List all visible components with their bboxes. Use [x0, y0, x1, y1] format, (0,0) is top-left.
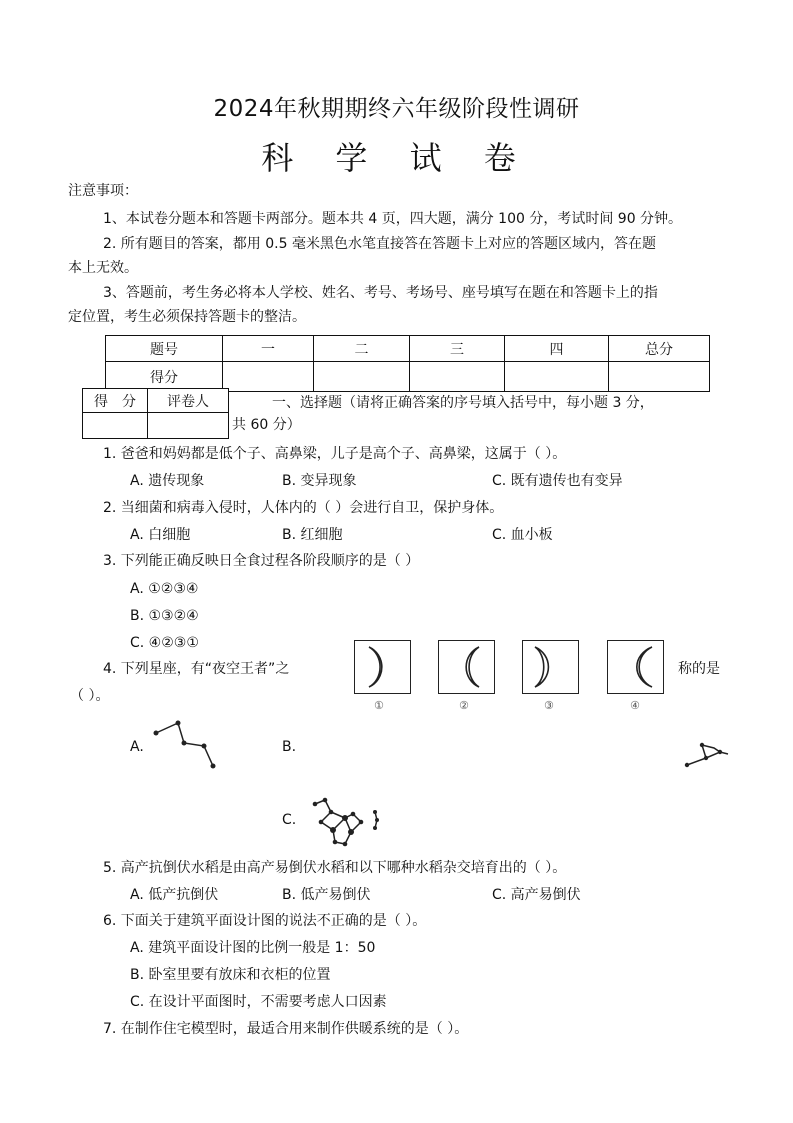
q2-option-c[interactable]: C. 血小板	[492, 527, 553, 543]
eclipse-label: ③	[544, 699, 554, 712]
constellation-a-icon[interactable]	[152, 715, 222, 773]
q4-option-c[interactable]: C.	[282, 812, 297, 828]
q7-stem: 7. 在制作住宅模型时，最适合用来制作供暖系统的是（ ）。	[103, 1021, 469, 1037]
q6-option-c[interactable]: C. 在设计平面图时，不需要考虑人口因素	[130, 994, 387, 1010]
q4-option-b[interactable]: B.	[282, 739, 297, 755]
q3-option-a[interactable]: A. ①②③④	[130, 581, 199, 597]
notice-item-1: 1、本试卷分题本和答题卡两部分。题本共 4 页，四大题，满分 100 分，考试时间 90 分钟。	[103, 211, 683, 227]
score-row-label: 得分	[106, 362, 223, 392]
q5-option-a[interactable]: A. 低产抗倒伏	[130, 887, 219, 903]
score-cell[interactable]	[223, 362, 314, 392]
q2-stem: 2. 当细菌和病毒入侵时，人体内的（ ）会进行自卫，保护身体。	[103, 500, 504, 516]
grader-score-cell[interactable]	[83, 413, 148, 439]
eclipse-label: ④	[630, 699, 640, 712]
notice-item-3-line2: 定位置，考生必须保持答题卡的整洁。	[68, 309, 306, 325]
grader-name-cell[interactable]	[148, 413, 229, 439]
crescent-moon-icon	[439, 641, 494, 693]
q3-stem: 3. 下列能正确反映日全食过程各阶段顺序的是（ ）	[103, 553, 420, 569]
score-cell[interactable]	[410, 362, 505, 392]
q2-option-a[interactable]: A. 白细胞	[130, 527, 191, 543]
q5-stem: 5. 高产抗倒伏水稻是由高产易倒伏水稻和以下哪种水稻杂交培育出的（ ）。	[103, 860, 567, 876]
q3-option-b[interactable]: B. ①③②④	[130, 608, 199, 624]
q4-stem-line2: （ ）。	[70, 688, 110, 704]
grader-box	[82, 388, 229, 439]
score-header-cell: 总分	[609, 336, 710, 362]
section1-heading-line2: 共 60 分）	[232, 417, 301, 433]
eclipse-figure-3	[522, 640, 579, 694]
q1-option-b[interactable]: B. 变异现象	[282, 473, 357, 489]
score-table	[105, 335, 710, 392]
constellation-b-icon[interactable]	[684, 740, 729, 770]
notice-heading: 注意事项：	[68, 183, 138, 199]
q5-option-c[interactable]: C. 高产易倒伏	[492, 887, 581, 903]
section1-heading-line1: 一、选择题（请将正确答案的序号填入括号中，每小题 3 分，	[272, 395, 654, 411]
q6-option-a[interactable]: A. 建筑平面设计图的比例一般是 1：50	[130, 940, 376, 956]
eclipse-figure-4	[607, 640, 664, 694]
score-cell[interactable]	[505, 362, 609, 392]
q2-option-b[interactable]: B. 红细胞	[282, 527, 343, 543]
score-header-cell: 一	[223, 336, 314, 362]
notice-item-3-line1: 3、答题前，考生务必将本人学校、姓名、考号、考场号、座号填写在题在和答题卡上的指	[103, 285, 658, 301]
grader-score-label: 得 分	[83, 389, 148, 413]
q3-option-c[interactable]: C. ④②③①	[130, 635, 199, 651]
score-cell[interactable]	[314, 362, 410, 392]
q5-option-b[interactable]: B. 低产易倒伏	[282, 887, 371, 903]
eclipse-label: ①	[374, 699, 384, 712]
grader-name-label: 评卷人	[148, 389, 229, 413]
score-header-cell: 题号	[106, 336, 223, 362]
q4-option-a[interactable]: A.	[130, 739, 144, 755]
score-cell[interactable]	[609, 362, 710, 392]
constellation-c-icon[interactable]	[305, 792, 385, 852]
q4-stem-part2: 称的是	[678, 661, 720, 677]
score-header-cell: 四	[505, 336, 609, 362]
notice-item-2-line1: 2. 所有题目的答案，都用 0.5 毫米黑色水笔直接答在答题卡上对应的答题区域内，答在题	[103, 236, 656, 252]
q4-stem-part1: 4. 下列星座，有“夜空王者”之	[103, 661, 290, 677]
eclipse-figure-2	[438, 640, 495, 694]
notice-item-2-line2: 本上无效。	[68, 260, 138, 276]
score-header-cell: 二	[314, 336, 410, 362]
exam-title: 2024年秋期期终六年级阶段性调研	[213, 96, 580, 122]
crescent-moon-icon	[523, 641, 578, 693]
eclipse-figure-1	[354, 640, 411, 694]
eclipse-label: ②	[459, 699, 469, 712]
q1-option-a[interactable]: A. 遗传现象	[130, 473, 205, 489]
q1-option-c[interactable]: C. 既有遗传也有变异	[492, 473, 623, 489]
exam-subtitle: 科 学 试 卷	[261, 139, 532, 177]
crescent-moon-icon	[355, 641, 410, 693]
score-header-cell: 三	[410, 336, 505, 362]
q6-stem: 6. 下面关于建筑平面设计图的说法不正确的是（ ）。	[103, 913, 427, 929]
q1-stem: 1. 爸爸和妈妈都是低个子、高鼻梁，儿子是高个子、高鼻梁，这属于（ ）。	[103, 446, 567, 462]
crescent-moon-icon	[608, 641, 663, 693]
q6-option-b[interactable]: B. 卧室里要有放床和衣柜的位置	[130, 967, 331, 983]
